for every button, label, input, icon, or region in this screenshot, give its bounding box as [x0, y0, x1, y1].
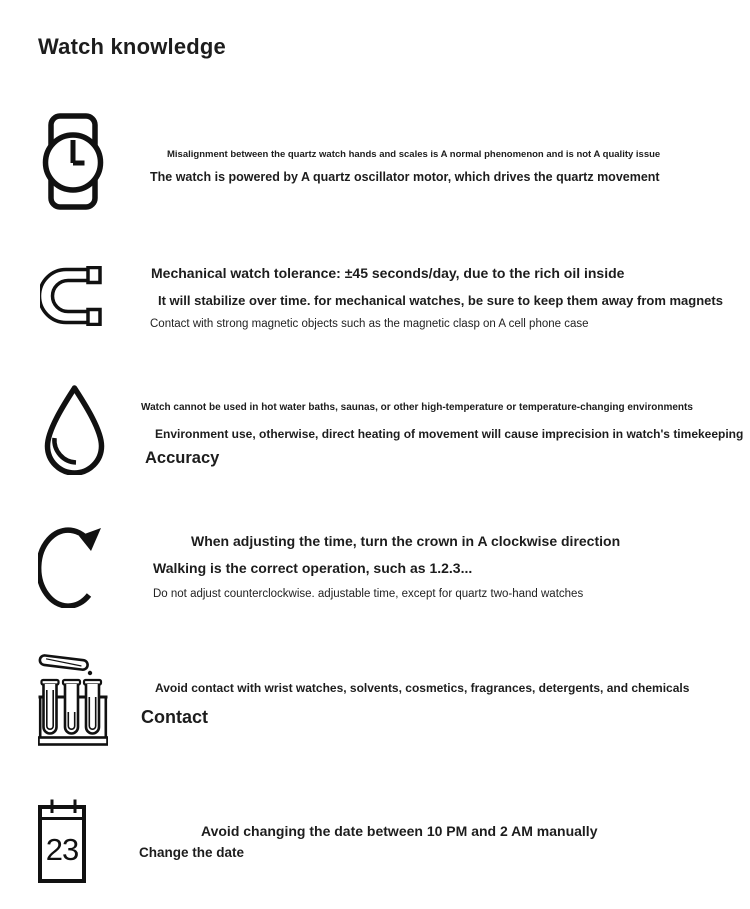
quartz-power-text: The watch is powered by A quartz oscillator motor, which drives the quartz movement — [150, 170, 660, 184]
magnet-contact-note: Contact with strong magnetic objects such as the magnetic clasp on A cell phone case — [150, 318, 589, 330]
clockwise-arrow-icon — [38, 524, 102, 608]
accuracy-heading: Accuracy — [145, 449, 220, 467]
water-drop-icon — [42, 383, 107, 475]
calendar-day: 23 — [45, 832, 79, 867]
temperature-warning-note: Watch cannot be used in hot water baths, saunas, or other high-temperature or temperature-changing environments — [141, 402, 693, 413]
temperature-environment-text: Environment use, otherwise, direct heating of movement will cause imprecision in watch's timekeeping — [155, 427, 744, 441]
crown-walking-text: Walking is the correct operation, such as 1.2.3... — [153, 560, 473, 576]
page-title: Watch knowledge — [38, 34, 226, 59]
crown-clockwise-text: When adjusting the time, turn the crown in A clockwise direction — [191, 533, 621, 549]
quartz-misalignment-note: Misalignment between the quartz watch hands and scales is A normal phenomenon and is not A quality issue — [167, 149, 661, 160]
magnet-icon — [40, 266, 103, 326]
chemicals-avoid-text: Avoid contact with wrist watches, solvents, cosmetics, fragrances, detergents, and chemicals — [155, 681, 690, 695]
magnet-stabilize-text: It will stabilize over time. for mechanical watches, be sure to keep them away from magnets — [158, 293, 723, 308]
wristwatch-icon — [42, 113, 104, 210]
contact-heading: Contact — [141, 707, 208, 727]
test-tubes-icon — [38, 650, 108, 746]
crown-counterclockwise-note: Do not adjust counterclockwise. adjustable time, except for quartz two-hand watches — [153, 588, 584, 600]
date-avoid-text: Avoid changing the date between 10 PM and 2 AM manually — [201, 823, 598, 839]
change-date-heading: Change the date — [139, 845, 245, 860]
magnet-tolerance-text: Mechanical watch tolerance: ±45 seconds/day, due to the rich oil inside — [151, 265, 625, 281]
